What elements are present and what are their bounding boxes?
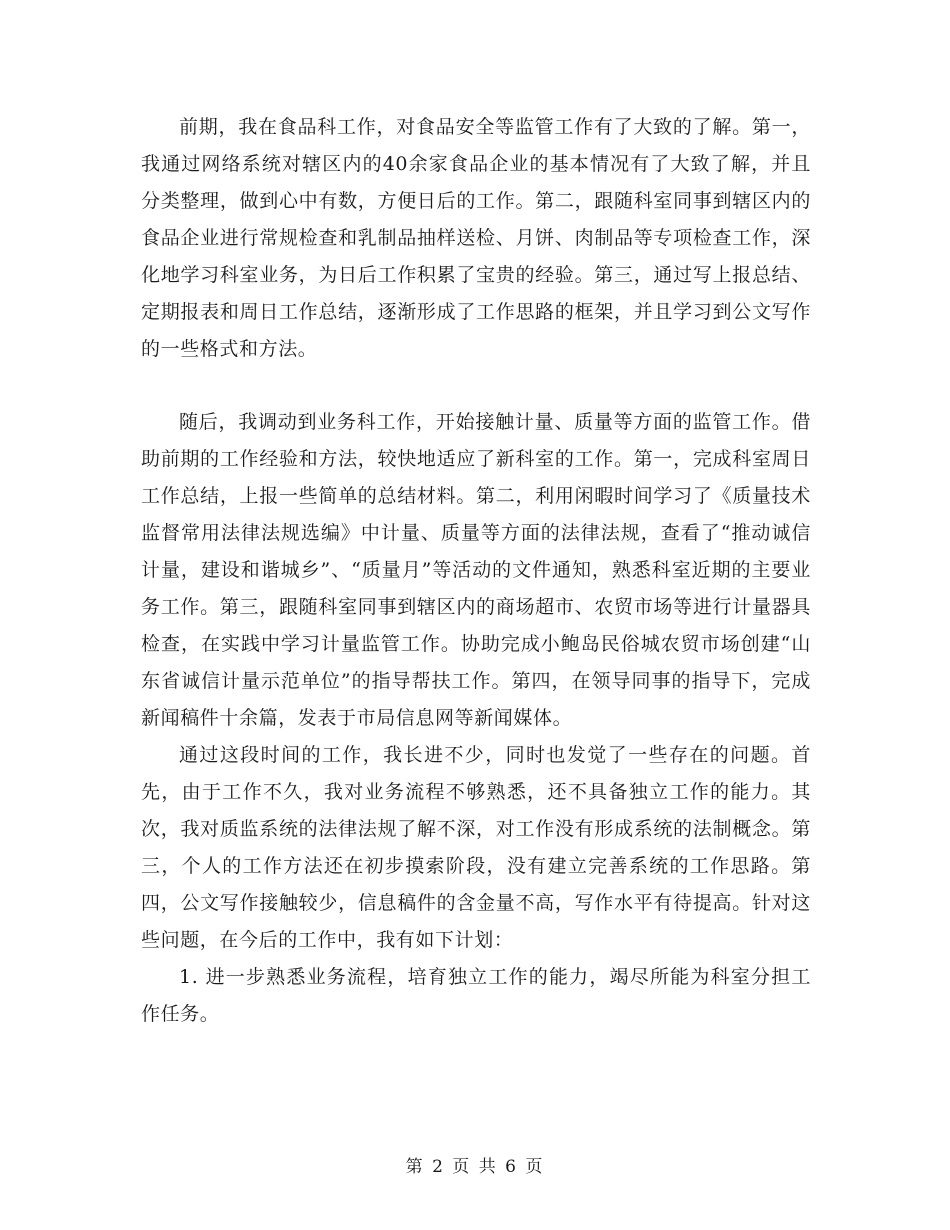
paragraph-plan-item-1: 1. 进一步熟悉业务流程，培育独立工作的能力，竭尽所能为科室分担工作任务。 <box>141 966 811 1025</box>
paragraph-business-section: 随后，我调动到业务科工作，开始接触计量、质量等方面的监管工作。借助前期的工作经验和方法，较快地适应了新科室的工作。第一，完成科室周日工作总结，上报一些简单的总结材料。第二，利用闲暇时间学习了《质量技术监督常用法律法规选编》中计量、质量等方面的法律法规，查看了“推动诚信计量，建设和谐城乡”、“质量月”等活动的文件通知，熟悉科室近期的主要业务工作。第三，跟随科室同事到辖区内的商场超市、农贸市场等进行计量器具检查，在实践中学习计量监管工作。协助完成小鲍岛民俗城农贸市场创建“山东省诚信计量示范单位”的指导帮扶工作。第四，在领导同事的指导下，完成新闻稿件十余篇，发表于市局信息网等新闻媒体。 <box>141 411 811 729</box>
document-body <box>141 109 811 1033</box>
page-number-footer: 第 2 页 共 6 页 <box>405 1157 545 1177</box>
paragraph-food-section: 前期，我在食品科工作，对食品安全等监管工作有了大致的了解。第一，我通过网络系统对辖区内的40余家食品企业的基本情况有了大致了解，并且分类整理，做到心中有数，方便日后的工作。第二，跟随科室同事到辖区内的食品企业进行常规检查和乳制品抽样送检、月饼、肉制品等专项检查工作，深化地学习科室业务，为日后工作积累了宝贵的经验。第三，通过写上报总结、定期报表和周日工作总结，逐渐形成了工作思路的框架，并且学习到公文写作的一些格式和方法。 <box>141 116 811 360</box>
paragraph-problems: 通过这段时间的工作，我长进不少，同时也发觉了一些存在的问题。首先，由于工作不久，我对业务流程不够熟悉，还不具备独立工作的能力。其次，我对质监系统的法律法规了解不深，对工作没有形成系统的法制概念。第三，个人的工作方法还在初步摸索阶段，没有建立完善系统的工作思路。第四，公文写作接触较少，信息稿件的含金量不高，写作水平有待提高。针对这些问题，在今后的工作中，我有如下计划： <box>141 744 811 951</box>
